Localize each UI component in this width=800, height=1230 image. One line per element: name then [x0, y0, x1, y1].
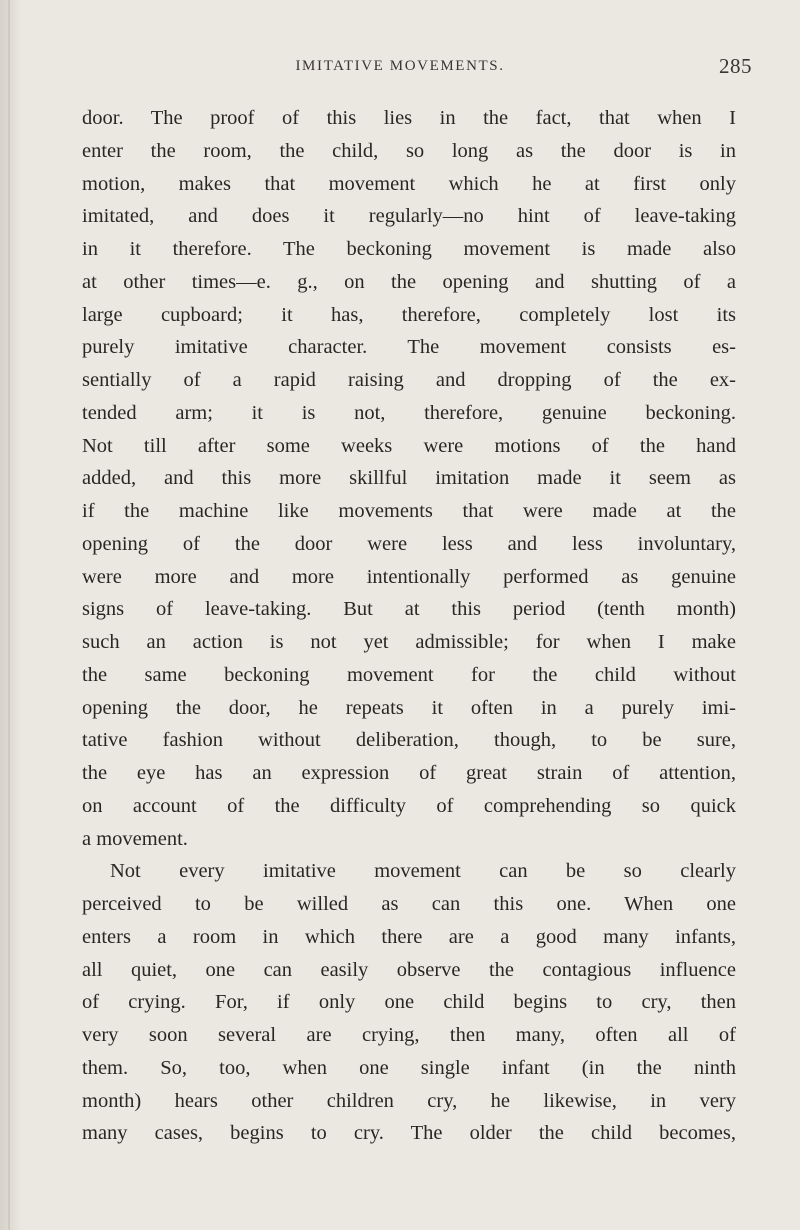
text-line: signs of leave-taking. But at this period (tenth month) — [82, 598, 736, 621]
text-line: door. The proof of this lies in the fact, that when I — [82, 107, 736, 129]
text-line: enter the room, the child, so long as the door is in — [82, 139, 736, 162]
running-title: IMITATIVE MOVEMENTS. — [295, 58, 505, 74]
text-line: at other times—e. g., on the opening and shutting of a — [82, 270, 736, 293]
text-line: a movement. — [82, 827, 188, 850]
text-line: month) hears other children cry, he likewise, in very — [82, 1089, 736, 1112]
text-line: were more and more intentionally performed as genuine — [82, 565, 736, 588]
text-line: tative fashion without deliberation, though, to be sure, — [82, 729, 736, 752]
page-gutter — [0, 0, 22, 1230]
text-line: imitated, and does it regularly—no hint of leave-taking — [82, 205, 736, 228]
text-line: added, and this more skillful imitation made it seem as — [82, 467, 736, 490]
text-line: if the machine like movements that were made at the — [82, 500, 736, 522]
text-line: such an action is not yet admissible; for when I make — [82, 631, 736, 653]
text-line: motion, makes that movement which he at first only — [82, 172, 736, 195]
text-line: perceived to be willed as can this one. When one — [82, 893, 736, 915]
text-line: opening of the door were less and less involuntary, — [82, 532, 736, 555]
text-line: large cupboard; it has, therefore, completely lost its — [82, 303, 736, 326]
text-line: sentially of a rapid raising and dropping of the ex- — [82, 369, 736, 391]
text-line: many cases, begins to cry. The older the child becomes, — [82, 1122, 736, 1145]
text-line: opening the door, he repeats it often in a purely imi- — [82, 696, 736, 719]
text-line: in it therefore. The beckoning movement is made also — [82, 238, 736, 260]
text-line: them. So, too, when one single infant (in the ninth — [82, 1056, 736, 1079]
paragraph-start-line: Not every imitative movement can be so clearly — [110, 860, 736, 883]
text-line: on account of the difficulty of comprehending so quick — [82, 794, 736, 817]
text-line: the eye has an expression of great strain of attention, — [82, 762, 736, 784]
text-body — [82, 102, 736, 1150]
text-line: tended arm; it is not, therefore, genuine beckoning. — [82, 401, 736, 424]
text-line: enters a room in which there are a good many infants, — [82, 925, 736, 948]
text-line: Not till after some weeks were motions of the hand — [82, 434, 736, 457]
text-line: of crying. For, if only one child begins to cry, then — [82, 991, 736, 1014]
page-number: 285 — [719, 54, 752, 78]
text-line: very soon several are crying, then many, often all of — [82, 1024, 736, 1046]
text-line: all quiet, one can easily observe the contagious influence — [82, 958, 736, 981]
page-header — [0, 52, 800, 82]
binding-edge — [8, 0, 10, 1230]
text-line: the same beckoning movement for the child without — [82, 663, 736, 686]
text-line: purely imitative character. The movement consists es- — [82, 336, 736, 359]
